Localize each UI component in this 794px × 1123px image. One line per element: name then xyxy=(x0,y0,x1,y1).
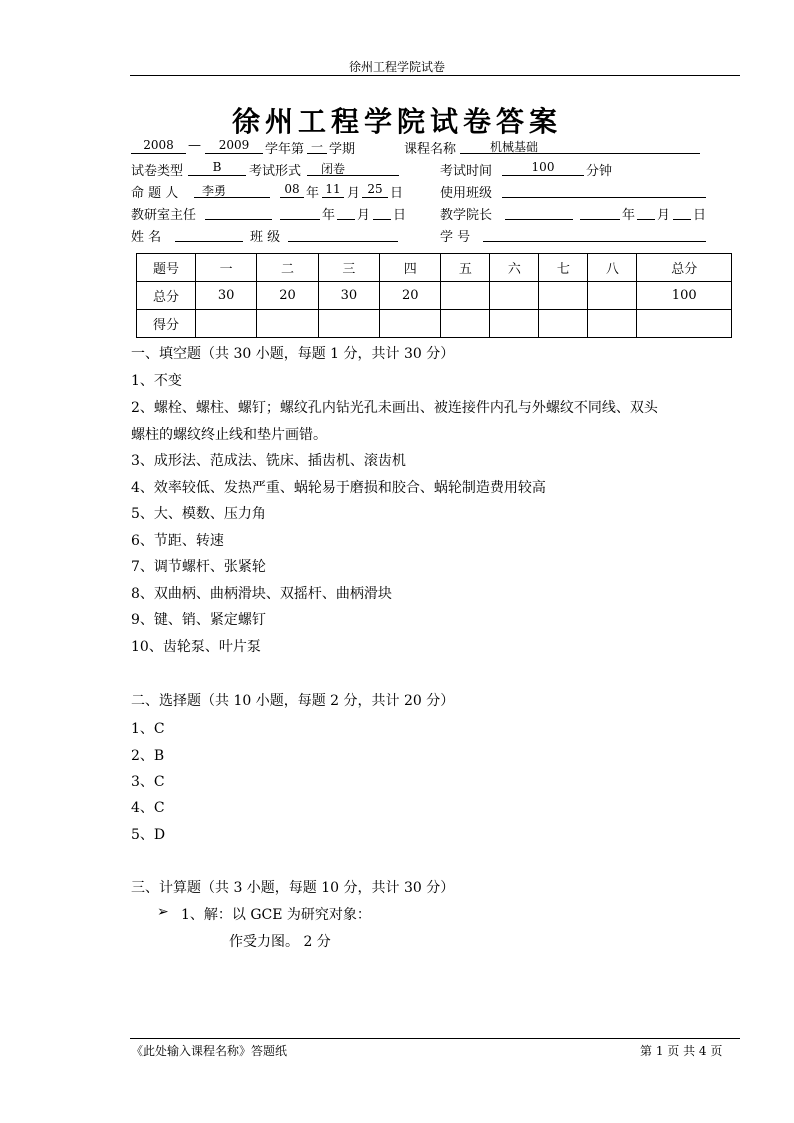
director-year-char: 年 xyxy=(322,208,336,223)
fill-blank-heading: 一、填空题（共 30 小题，每题 1 分，共计 30 分） xyxy=(131,346,455,362)
exam-time: 100 xyxy=(502,160,584,176)
director-label: 教研室主任 xyxy=(131,208,197,223)
student-no-label: 学 号 xyxy=(440,230,471,245)
calc-question-1: 1、解：以 GCE 为研究对象： xyxy=(181,907,371,923)
answer-line: 螺柱的螺纹终止线和垫片画错。 xyxy=(131,427,327,443)
answer-line: 9、键、销、紧定螺钉 xyxy=(131,612,266,628)
answer-line: 8、双曲柄、曲柄滑块、双摇杆、曲柄滑块 xyxy=(131,586,392,602)
set-day: 25 xyxy=(362,182,388,198)
bullet-arrow-icon: ➢ xyxy=(157,904,169,920)
year-dash: — xyxy=(188,138,201,153)
director-field[interactable] xyxy=(205,204,272,220)
class-field[interactable] xyxy=(288,226,398,242)
footer-rule xyxy=(130,1038,740,1039)
obtained-cell[interactable] xyxy=(318,310,379,338)
answer-line: 3、成形法、范成法、铣床、插齿机、滚齿机 xyxy=(131,453,406,469)
director-month-field[interactable] xyxy=(337,204,355,220)
director-year-field[interactable] xyxy=(280,204,320,220)
document-title: 徐州工程学院试卷答案 xyxy=(231,105,562,138)
footer-page-number: 第 1 页 共 4 页 xyxy=(640,1044,723,1058)
semester-label: 学期 xyxy=(329,142,356,157)
dean-field[interactable] xyxy=(505,204,573,220)
answer-line: 2、螺栓、螺柱、螺钉；螺纹孔内钻光孔未画出、被连接件内孔与外螺纹不同线、双头 xyxy=(131,400,658,416)
obtained-cell[interactable] xyxy=(588,310,637,338)
total-cell: 20 xyxy=(257,282,318,310)
year-end: 2009 xyxy=(205,138,263,154)
column-header: 总分 xyxy=(637,254,732,282)
dean-year-char: 年 xyxy=(622,208,636,223)
exam-form: 闭卷 xyxy=(307,160,399,176)
exam-form-label: 考试形式 xyxy=(249,164,302,179)
dean-day-field[interactable] xyxy=(673,204,691,220)
obtained-cell[interactable] xyxy=(257,310,318,338)
course-name: 机械基础 xyxy=(460,138,700,154)
set-year-char: 年 xyxy=(306,186,320,201)
answer-line: 2、B xyxy=(131,748,165,764)
obtained-cell[interactable] xyxy=(637,310,732,338)
answer-line: 10、齿轮泵、叶片泵 xyxy=(131,639,261,655)
dean-year-field[interactable] xyxy=(580,204,620,220)
set-day-char: 日 xyxy=(390,186,404,201)
total-cell: 30 xyxy=(318,282,379,310)
class-used-field[interactable] xyxy=(502,182,706,198)
answer-line: 4、效率较低、发热严重、蜗轮易于磨损和胶合、蜗轮制造费用较高 xyxy=(131,480,546,496)
semester: 一 xyxy=(307,138,327,154)
exam-time-label: 考试时间 xyxy=(440,164,493,179)
set-month-char: 月 xyxy=(347,186,361,201)
paper-type-label: 试卷类型 xyxy=(131,164,184,179)
page-header: 徐州工程学院试卷 xyxy=(348,60,445,74)
score-table-total-row xyxy=(137,282,732,310)
director-day-char: 日 xyxy=(393,208,407,223)
dean-day-char: 日 xyxy=(693,208,707,223)
setter-label: 命 题 人 xyxy=(131,186,179,201)
obtained-cell[interactable] xyxy=(539,310,588,338)
total-cell xyxy=(441,282,490,310)
director-day-field[interactable] xyxy=(373,204,391,220)
choice-heading: 二、选择题（共 10 小题，每题 2 分，共计 20 分） xyxy=(131,693,455,709)
total-cell xyxy=(490,282,539,310)
answer-line: 5、D xyxy=(131,827,166,843)
year-start: 2008 xyxy=(131,138,186,154)
answer-line: 3、C xyxy=(131,774,165,790)
row-header: 题号 xyxy=(137,254,196,282)
answer-line: 1、C xyxy=(131,721,165,737)
name-field[interactable] xyxy=(175,226,243,242)
minutes-label: 分钟 xyxy=(586,164,613,179)
column-header: 五 xyxy=(441,254,490,282)
answer-line: 6、节距、转速 xyxy=(131,533,224,549)
calc-question-1-step: 作受力图。 2 分 xyxy=(229,934,331,950)
footer-course-name: 《此处输入课程名称》答题纸 xyxy=(131,1044,288,1058)
header-rule xyxy=(130,75,740,76)
obtained-cell[interactable] xyxy=(380,310,441,338)
total-cell xyxy=(539,282,588,310)
dean-label: 教学院长 xyxy=(440,208,493,223)
answer-line: 5、大、模数、压力角 xyxy=(131,506,266,522)
class-label: 班 级 xyxy=(250,230,281,245)
dean-month-field[interactable] xyxy=(637,204,655,220)
set-year: 08 xyxy=(280,182,304,198)
column-header: 六 xyxy=(490,254,539,282)
score-table xyxy=(136,253,732,338)
paper-type: B xyxy=(188,160,246,176)
score-table-obtained-row xyxy=(137,310,732,338)
set-month: 11 xyxy=(322,182,344,198)
dean-month-char: 月 xyxy=(657,208,671,223)
academic-year-label: 学年第 xyxy=(265,142,305,157)
answer-line: 7、调节螺杆、张紧轮 xyxy=(131,559,266,575)
total-cell: 30 xyxy=(196,282,257,310)
row-header: 总分 xyxy=(137,282,196,310)
total-cell xyxy=(588,282,637,310)
obtained-cell[interactable] xyxy=(490,310,539,338)
answer-line: 1、不变 xyxy=(131,373,182,389)
director-month-char: 月 xyxy=(357,208,371,223)
column-header: 二 xyxy=(257,254,318,282)
total-cell: 20 xyxy=(380,282,441,310)
answer-line: 4、C xyxy=(131,800,165,816)
name-label: 姓 名 xyxy=(131,230,162,245)
column-header: 一 xyxy=(196,254,257,282)
obtained-cell[interactable] xyxy=(196,310,257,338)
calc-heading: 三、计算题（共 3 小题，每题 10 分，共计 30 分） xyxy=(131,880,455,896)
course-label: 课程名称 xyxy=(404,142,457,157)
class-used-label: 使用班级 xyxy=(440,186,493,201)
obtained-cell[interactable] xyxy=(441,310,490,338)
student-no-field[interactable] xyxy=(483,226,706,242)
column-header: 八 xyxy=(588,254,637,282)
column-header: 三 xyxy=(318,254,379,282)
row-header: 得分 xyxy=(137,310,196,338)
column-header: 七 xyxy=(539,254,588,282)
column-header: 四 xyxy=(380,254,441,282)
setter: 李勇 xyxy=(194,182,270,198)
total-cell: 100 xyxy=(637,282,732,310)
score-table-header-row xyxy=(137,254,732,282)
